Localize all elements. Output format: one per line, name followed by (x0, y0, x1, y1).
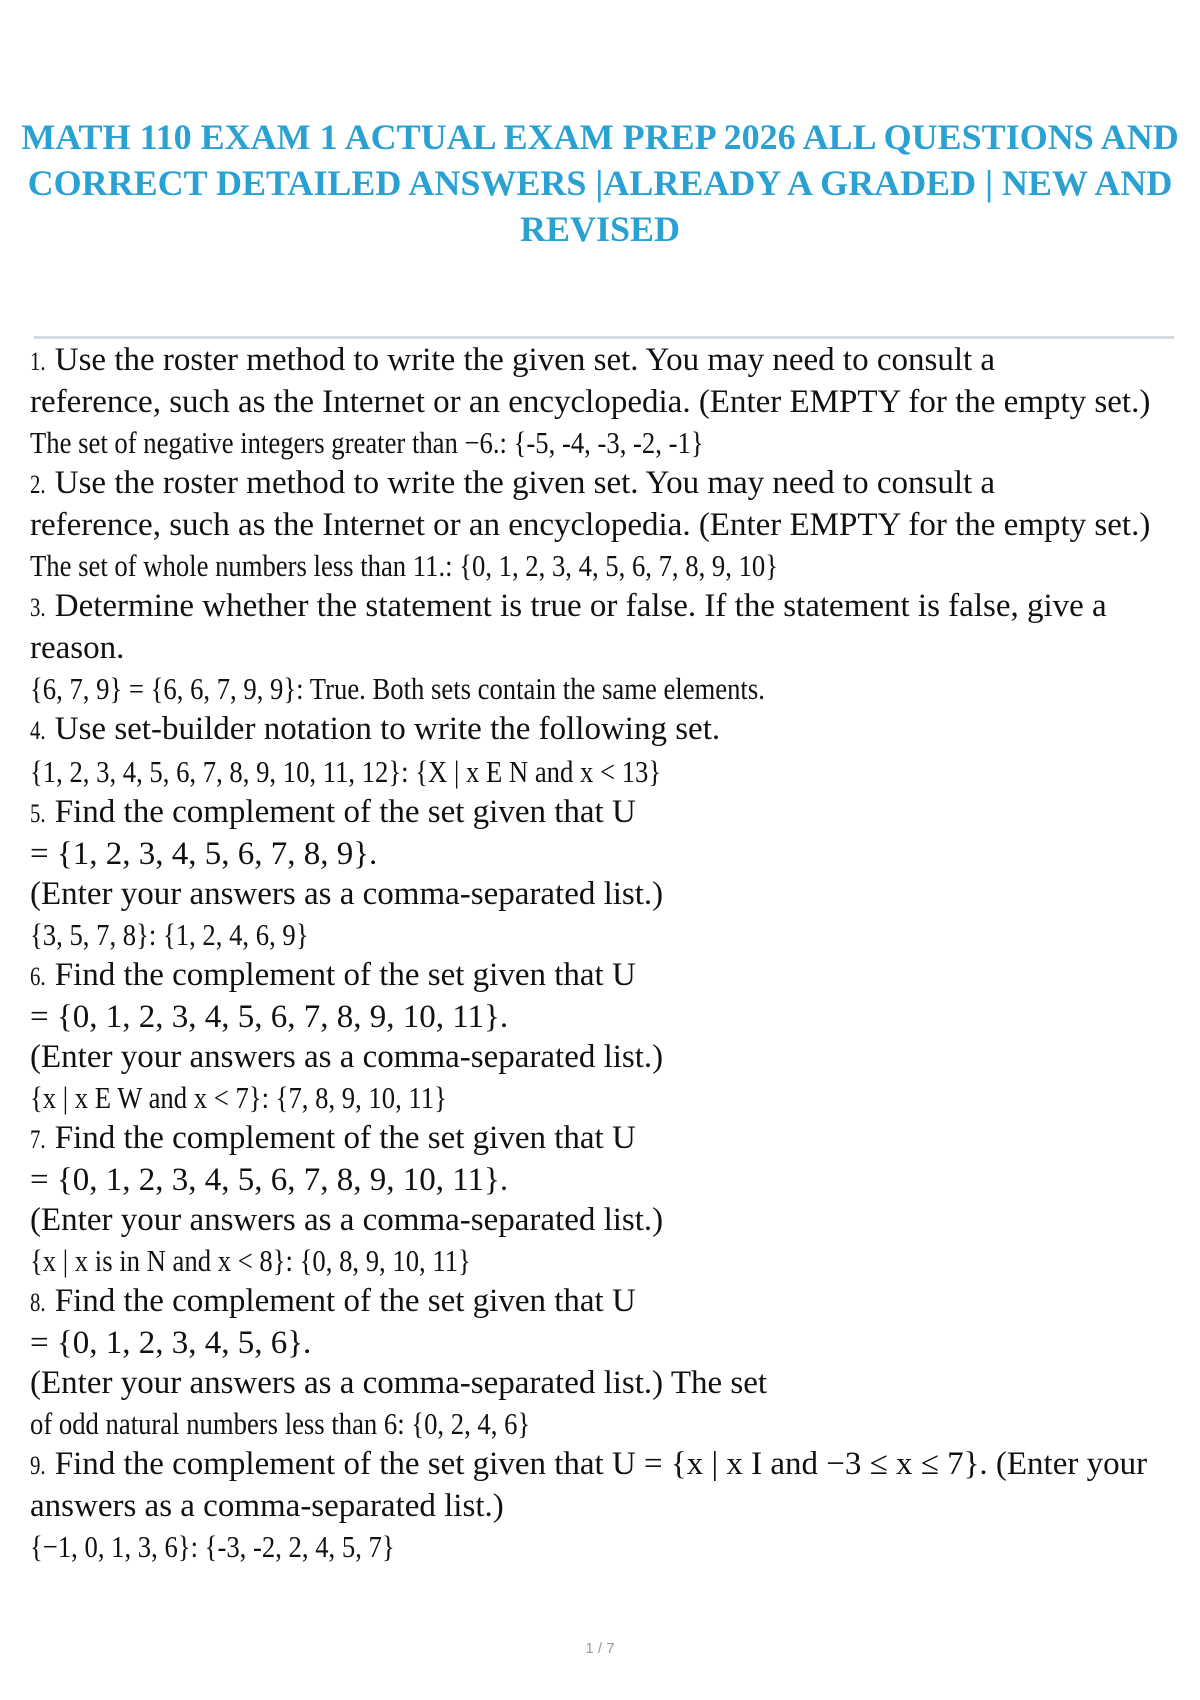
question-item (30, 955, 1180, 1118)
header-divider (34, 336, 1174, 339)
question-item (30, 340, 1180, 463)
question-text-line: reference, such as the Internet or an encyclopedia. (Enter EMPTY for the empty set.) (30, 384, 1151, 420)
question-item (30, 1444, 1180, 1567)
title-line-1: MATH 110 EXAM 1 ACTUAL EXAM PREP 2026 ALL QUESTIONS AND (21, 117, 1179, 157)
title-line-3: REVISED (519, 209, 681, 249)
question-text-line: 9. Find the complement of the set given that U = {x | x I and −3 ≤ x ≤ 7}. (Enter your (30, 1444, 1180, 1486)
question-text-line: 5. Find the complement of the set given that U (30, 792, 1180, 834)
question-number: 2. (30, 470, 46, 499)
answer-text: {x | x is in N and x < 8}: {0, 8, 9, 10, 11} (30, 1243, 471, 1278)
question-number: 6. (30, 962, 46, 991)
answer-text: {1, 2, 3, 4, 5, 6, 7, 8, 9, 10, 11, 12}: {X | x E N and x < 13} (30, 754, 662, 789)
question-text-line: (Enter your answers as a comma-separated list.) (30, 1039, 664, 1075)
answer-text: The set of whole numbers less than 11.: {0, 1, 2, 3, 4, 5, 6, 7, 8, 9, 10} (30, 548, 779, 583)
question-text-line: reference, such as the Internet or an encyclopedia. (Enter EMPTY for the empty set.) (30, 507, 1151, 543)
question-item (30, 1118, 1180, 1281)
question-number: 3. (30, 593, 46, 622)
question-text-line: = {1, 2, 3, 4, 5, 6, 7, 8, 9}. (30, 836, 378, 872)
question-text-line: (Enter your answers as a comma-separated list.) The set (30, 1365, 768, 1401)
question-text-line: 6. Find the complement of the set given that U (30, 955, 1180, 997)
question-text-line: = {0, 1, 2, 3, 4, 5, 6, 7, 8, 9, 10, 11}. (30, 1162, 509, 1198)
question-text-line: (Enter your answers as a comma-separated list.) (30, 1202, 664, 1238)
document-title (20, 114, 1180, 252)
question-number: 8. (30, 1288, 46, 1317)
answer-text: The set of negative integers greater than −6.: {-5, -4, -3, -2, -1} (30, 425, 704, 460)
question-number: 5. (30, 799, 46, 828)
question-text-line: = {0, 1, 2, 3, 4, 5, 6}. (30, 1325, 312, 1361)
question-number: 9. (30, 1451, 46, 1480)
question-number: 4. (30, 716, 46, 745)
questions-list (30, 340, 1180, 1567)
question-text-line: 3. Determine whether the statement is true or false. If the statement is false, give a (30, 586, 1180, 628)
question-text-line: answers as a comma-separated list.) (30, 1488, 504, 1524)
question-number: 1. (30, 347, 46, 376)
title-line-2: CORRECT DETAILED ANSWERS |ALREADY A GRADED | NEW AND (27, 163, 1173, 203)
answer-text: {6, 7, 9} = {6, 6, 7, 9, 9}: True. Both sets contain the same elements. (30, 671, 765, 706)
answer-text: {x | x E W and x < 7}: {7, 8, 9, 10, 11} (30, 1080, 447, 1115)
question-text-line: 4. Use set-builder notation to write the following set. (30, 709, 1180, 751)
question-text-line: 7. Find the complement of the set given that U (30, 1118, 1180, 1160)
question-number: 7. (30, 1125, 46, 1154)
answer-text: of odd natural numbers less than 6: {0, 2, 4, 6} (30, 1406, 531, 1441)
question-item (30, 792, 1180, 955)
answer-text: {−1, 0, 1, 3, 6}: {-3, -2, 2, 4, 5, 7} (30, 1529, 395, 1564)
page-number: 1 / 7 (585, 1640, 615, 1657)
question-text-line: 2. Use the roster method to write the given set. You may need to consult a (30, 463, 1180, 505)
question-item (30, 586, 1180, 709)
question-text-line: reason. (30, 630, 125, 666)
question-item (30, 463, 1180, 586)
question-item (30, 1281, 1180, 1444)
question-text-line: (Enter your answers as a comma-separated list.) (30, 876, 664, 912)
question-text-line: = {0, 1, 2, 3, 4, 5, 6, 7, 8, 9, 10, 11}. (30, 999, 509, 1035)
answer-text: {3, 5, 7, 8}: {1, 2, 4, 6, 9} (30, 917, 309, 952)
question-item (30, 709, 1180, 792)
question-text-line: 1. Use the roster method to write the given set. You may need to consult a (30, 340, 1180, 382)
question-text-line: 8. Find the complement of the set given that U (30, 1281, 1180, 1323)
